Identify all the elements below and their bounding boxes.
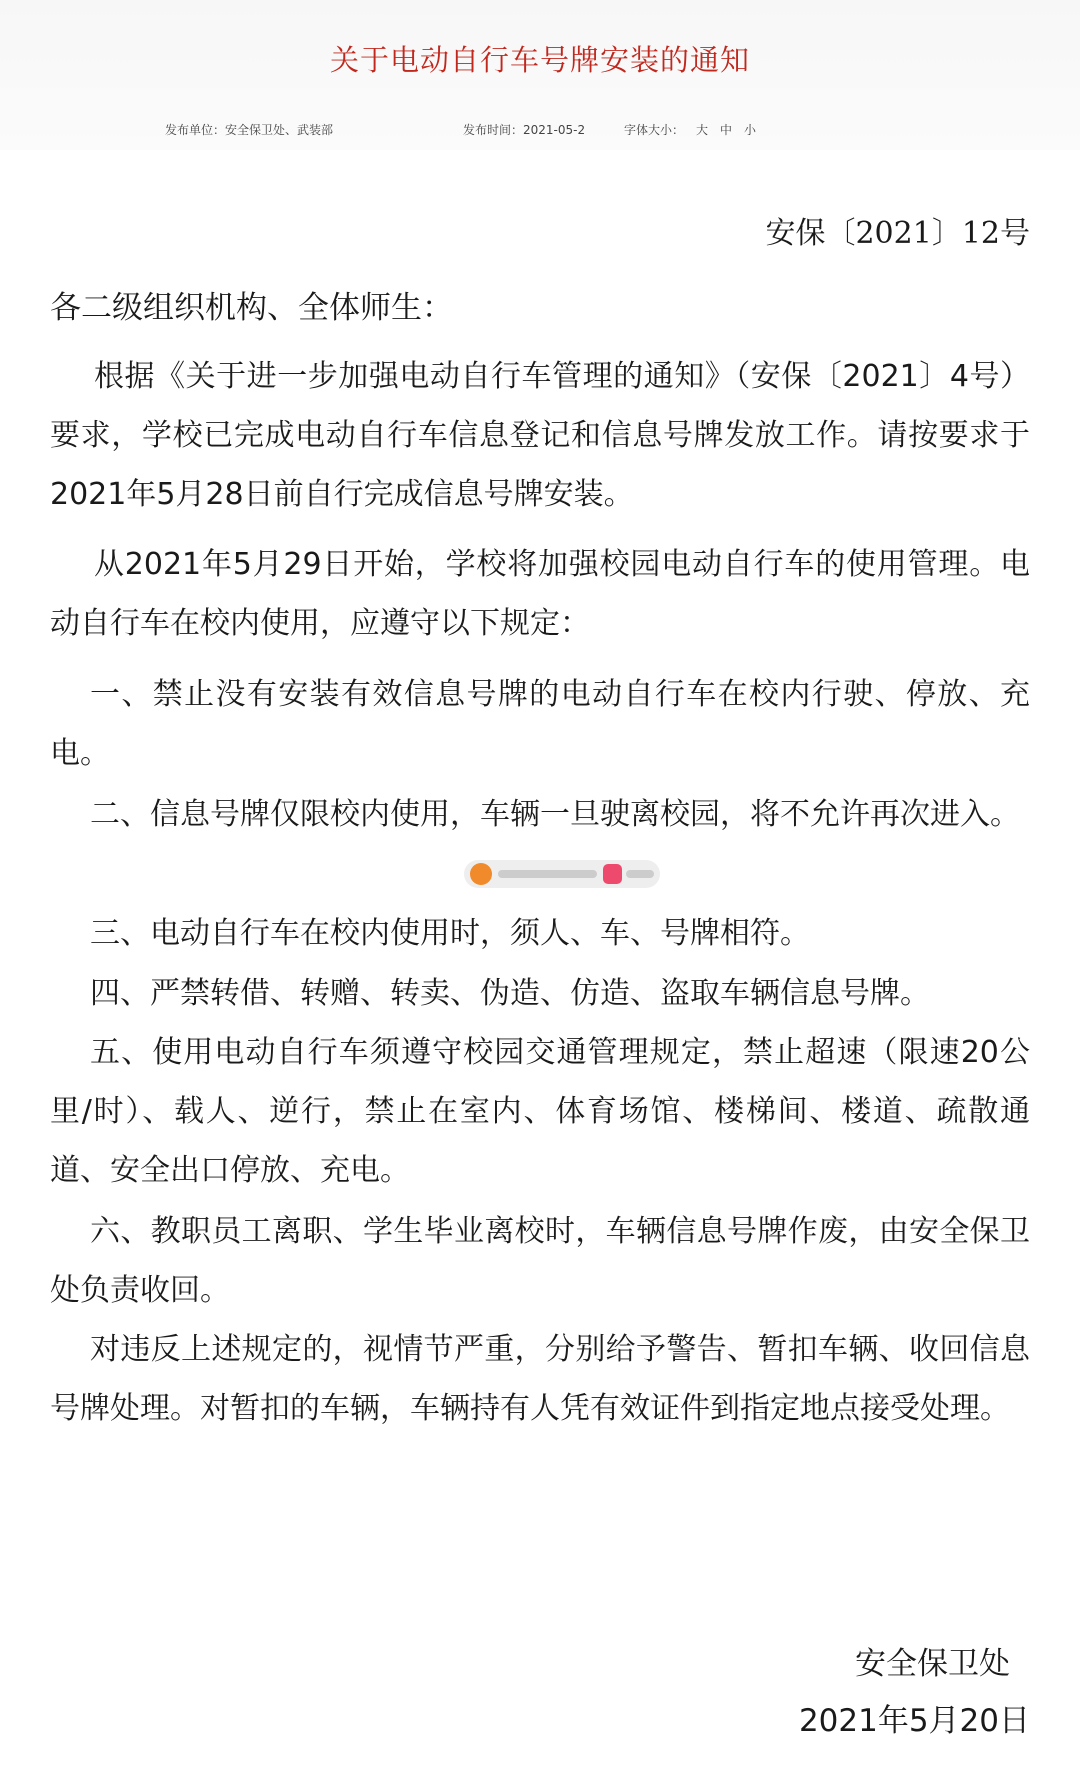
watermark-logo-icon xyxy=(470,863,492,885)
rule-4: 四、严禁转借、转赠、转卖、伪造、仿造、盗取车辆信息号牌。 xyxy=(90,976,930,1011)
signer: 安全保卫处 xyxy=(855,1646,1010,1682)
font-size-large-link[interactable]: 大 xyxy=(696,123,709,137)
font-size-medium-link[interactable]: 中 xyxy=(720,123,733,137)
publish-time: 发布时间：2021-05-2 xyxy=(463,123,586,137)
rule-5: 五、使用电动自行车须遵守校园交通管理规定，禁止超速（限速20公里/时）、载人、逆行，禁止在室内、体育场馆、楼梯间、楼道、疏散通道、安全出口停放、充电。 xyxy=(50,1035,1030,1188)
rule-6: 六、教职员工离职、学生毕业离校时，车辆信息号牌作废，由安全保卫处负责收回。 xyxy=(50,1214,1030,1308)
font-size-control xyxy=(624,121,756,138)
rule-3: 三、电动自行车在校内使用时，须人、车、号牌相符。 xyxy=(90,916,810,951)
watermark-text-blur-2 xyxy=(626,870,654,878)
page-title: 关于电动自行车号牌安装的通知 xyxy=(329,43,750,77)
document-number: 安保〔2021〕12号 xyxy=(765,216,1030,251)
paragraph-rules-intro: 从2021年5月29日开始，学校将加强校园电动自行车的使用管理。电动自行车在校内使用，应遵守以下规定： xyxy=(50,547,1030,641)
sign-date: 2021年5月20日 xyxy=(798,1703,1030,1739)
notice-header xyxy=(0,0,1080,150)
paragraph-intro: 根据《关于进一步加强电动自行车管理的通知》（安保〔2021〕4号）要求，学校已完成电动自行车信息登记和信息号牌发放工作。请按要求于2021年5月28日前自行完成信息号牌安装。 xyxy=(50,359,1030,512)
publisher-info: 发布单位：安全保卫处、武装部 xyxy=(165,123,334,137)
rule-1: 一、禁止没有安装有效信息号牌的电动自行车在校内行驶、停放、充电。 xyxy=(50,677,1030,771)
font-size-small-link[interactable]: 小 xyxy=(744,123,757,137)
font-size-label: 字体大小： xyxy=(624,123,685,137)
paragraph-penalty: 对违反上述规定的，视情节严重，分别给予警告、暂扣车辆、收回信息号牌处理。对暂扣的车辆，车辆持有人凭有效证件到指定地点接受处理。 xyxy=(50,1332,1030,1426)
watermark-text-blur xyxy=(498,870,597,878)
watermark xyxy=(464,860,660,888)
watermark-badge-icon xyxy=(603,864,623,884)
rule-2: 二、信息号牌仅限校内使用，车辆一旦驶离校园，将不允许再次进入。 xyxy=(90,797,1020,832)
salutation: 各二级组织机构、全体师生： xyxy=(50,290,453,326)
